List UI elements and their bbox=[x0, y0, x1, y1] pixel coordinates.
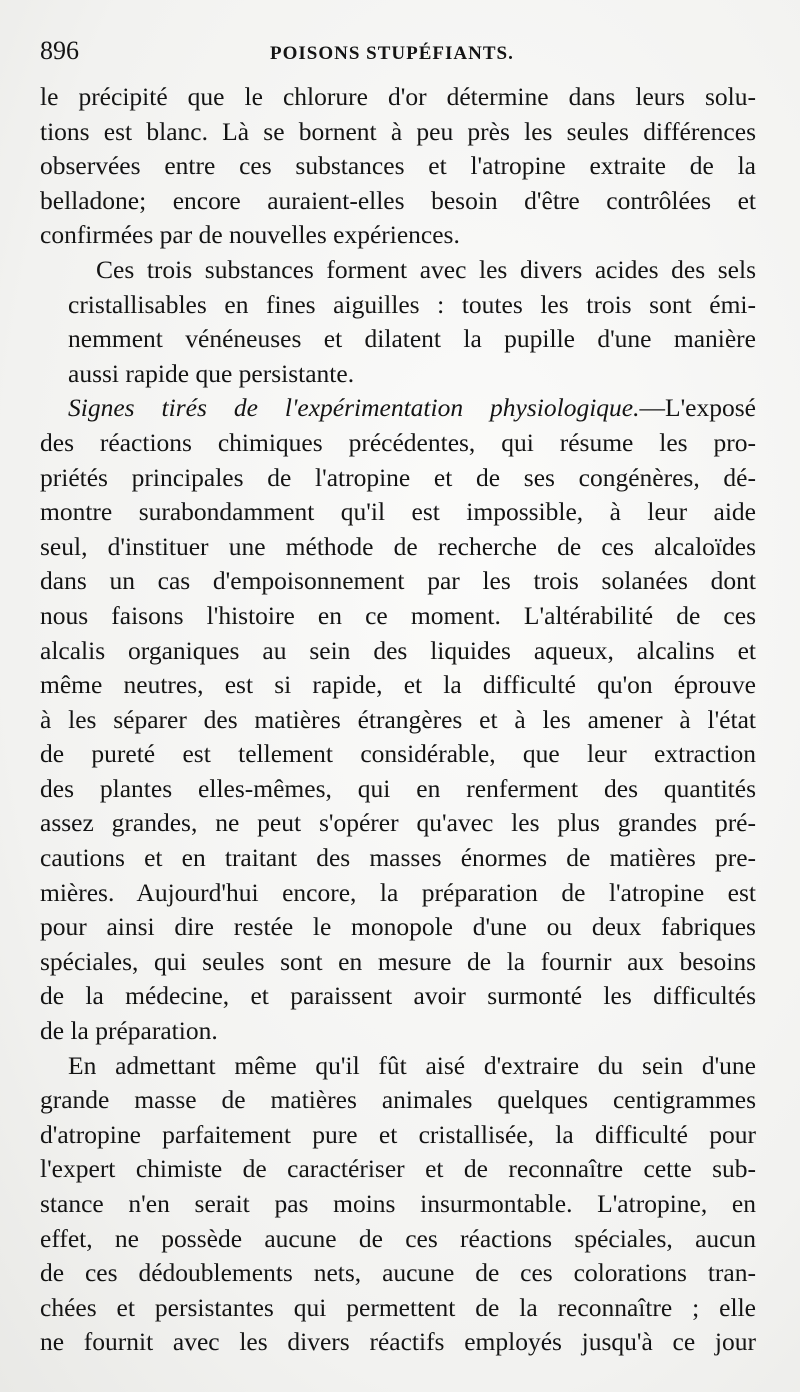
text-line: de la médecine, et paraissent avoir surmonté les difficultés bbox=[40, 981, 756, 1011]
section-heading: Signes tirés de l'expérimentation physiologique. bbox=[68, 393, 640, 423]
text-line: de pureté est tellement considérable, que leur extraction bbox=[40, 739, 756, 769]
paragraph-3 bbox=[40, 391, 756, 1048]
text-line: observées entre ces substances et l'atropine extraite de la bbox=[40, 151, 756, 181]
text-line: mières. Aujourd'hui encore, la préparation de l'atropine est bbox=[40, 877, 756, 907]
paragraph-2 bbox=[40, 253, 756, 391]
text-line: grande masse de matières animales quelques centigrammes bbox=[40, 1085, 756, 1115]
text-line: nous faisons l'histoire en ce moment. L'altérabilité de ces bbox=[40, 600, 756, 630]
section-heading-line bbox=[40, 391, 756, 426]
text-line: seul, d'instituer une méthode de recherche de ces alcaloïdes bbox=[40, 531, 756, 561]
running-title: POISONS STUPÉFIANTS. bbox=[270, 43, 514, 64]
text-line: tions est blanc. Là se bornent à peu près les seules différences bbox=[40, 116, 756, 146]
text-line: dans un cas d'empoisonnement par les trois solanées dont bbox=[40, 566, 756, 596]
paragraph-4 bbox=[40, 1049, 756, 1360]
page-number: 896 bbox=[40, 36, 79, 65]
text-line: spéciales, qui seules sont en mesure de la fournir aux besoins bbox=[40, 946, 756, 976]
text-line: de ces dédoublements nets, aucune de ces colorations tran- bbox=[40, 1258, 756, 1288]
text-line: Ces trois substances forment avec les divers acides des sels bbox=[96, 254, 756, 284]
paragraph-1 bbox=[40, 80, 756, 253]
section-heading-tail: —L'exposé bbox=[639, 393, 756, 423]
text-line: priétés principales de l'atropine et de ses congénères, dé- bbox=[40, 462, 756, 492]
text-line: confirmées par de nouvelles expériences. bbox=[40, 220, 460, 250]
text-line: assez grandes, ne peut s'opérer qu'avec les plus grandes pré- bbox=[40, 808, 756, 838]
text-line: En admettant même qu'il fût aisé d'extraire du sein d'une bbox=[68, 1050, 756, 1080]
text-line: des réactions chimiques précédentes, qui résume les pro- bbox=[40, 427, 756, 457]
text-line: chées et persistantes qui permettent de la reconnaître ; elle bbox=[40, 1292, 756, 1322]
text-line: le précipité que le chlorure d'or détermine dans leurs solu- bbox=[40, 82, 756, 111]
text-line: même neutres, est si rapide, et la difficulté qu'on éprouve bbox=[40, 670, 756, 700]
text-line: de la préparation. bbox=[40, 1016, 218, 1046]
text-line: l'expert chimiste de caractériser et de reconnaître cette sub- bbox=[40, 1154, 756, 1184]
body-text bbox=[40, 80, 756, 1360]
page-header bbox=[40, 36, 756, 80]
text-line: cautions et en traitant des masses énormes de matières pre- bbox=[40, 843, 756, 873]
text-line: stance n'en serait pas moins insurmontable. L'atropine, en bbox=[40, 1189, 756, 1218]
text-line: alcalis organiques au sein des liquides aqueux, alcalins et bbox=[40, 635, 756, 665]
text-line: d'atropine parfaitement pure et cristallisée, la difficulté pour bbox=[40, 1119, 756, 1149]
text-line: ne fournit avec les divers réactifs employés jusqu'à ce jour bbox=[40, 1327, 756, 1357]
text-line: nemment vénéneuses et dilatent la pupille d'une manière bbox=[68, 324, 756, 354]
text-line: des plantes elles-mêmes, qui en renferment des quantités bbox=[40, 773, 756, 803]
text-line: pour ainsi dire restée le monopole d'une ou deux fabriques bbox=[40, 912, 756, 942]
text-line: aussi rapide que persistante. bbox=[68, 358, 355, 388]
text-line: effet, ne possède aucune de ces réactions spéciales, aucun bbox=[40, 1223, 756, 1253]
text-line: montre surabondamment qu'il est impossible, à leur aide bbox=[40, 497, 756, 527]
text-line: cristallisables en fines aiguilles : toutes les trois sont émi- bbox=[68, 289, 756, 319]
text-line: à les séparer des matières étrangères et à les amener à l'état bbox=[40, 704, 756, 734]
text-line: belladone; encore auraient-elles besoin d'être contrôlées et bbox=[40, 185, 756, 215]
